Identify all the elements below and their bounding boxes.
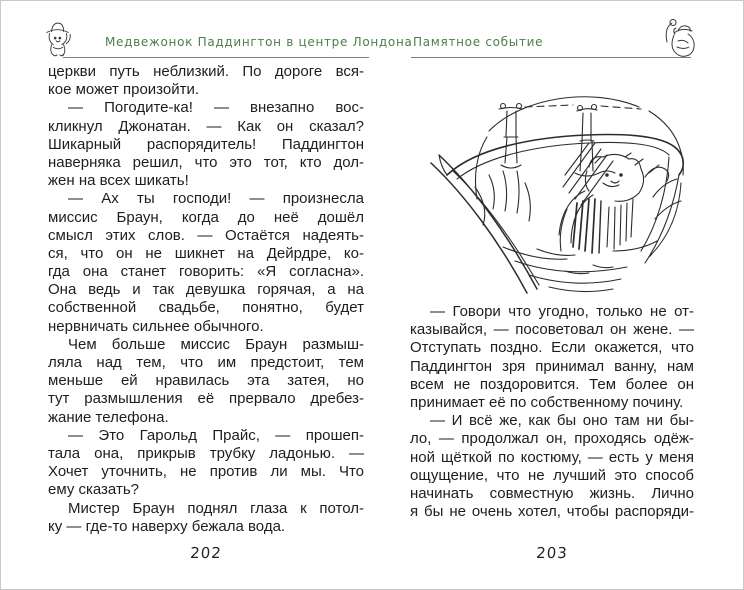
text-line: — И всё же, как бы оно там ни бы- [430, 412, 694, 430]
text-line: ощущение, что не лучший это способ [410, 466, 694, 484]
text-line: Мистер Браун поднял глаза к потол- [68, 499, 364, 517]
paddington-bear-standing-icon [44, 20, 72, 58]
left-running-header: Медвежонок Паддингтон в центре Лондона [105, 35, 413, 49]
text-line: ной щёткой по костюму, — есть у меня [410, 448, 694, 466]
text-line: Хочет уточнить, не против ли мы. Что [48, 463, 364, 481]
text-line: меньше ей нравилась эта затея, но [48, 372, 364, 390]
text-line: Шикарный распорядитель! Паддингтон [48, 135, 364, 153]
text-line: собственной свадьбе, понятно, будет [48, 299, 364, 317]
text-line: кликнул Джонатан. — Как он сказал? [48, 117, 364, 135]
text-line: принимает её по собственному почину. [410, 393, 684, 411]
text-line: жание телефона. [48, 408, 169, 426]
text-line: казывайся, — посоветовал он жене. — [410, 321, 694, 339]
text-line: ло, — продолжал он, проходясь одёж- [410, 430, 694, 448]
text-line: Чем больше миссис Браун размыш- [68, 335, 364, 353]
text-line: Паддингтон зря принимал ванну, нам [410, 357, 694, 375]
right-running-header: Памятное событие [413, 35, 544, 49]
text-line: наверняка решил, что это тот, кто дол- [48, 153, 364, 171]
text-line: — Ах ты господи! — произнесла [68, 190, 364, 208]
text-line: смысл этих слов. — Остаётся надеять- [48, 226, 364, 244]
text-line: церкви путь неблизкий. По дороге вся- [48, 63, 364, 80]
text-line: Отступать поздно. Если окажется, что [410, 339, 694, 357]
paddington-in-bathtub-illustration [417, 79, 717, 301]
left-page-number: 202 [189, 544, 223, 562]
text-line: ку — где-то наверху бежала вода. [48, 517, 286, 535]
text-line: — Это Гарольд Прайс, — прошеп- [68, 426, 364, 444]
text-line: начинать совместную жизнь. Лично [410, 484, 694, 502]
text-line: нервничать сильнее обычного. [48, 317, 264, 335]
right-page-text [410, 303, 694, 521]
text-line: тут размышления её прервало дребез- [48, 390, 364, 408]
paddington-bear-waving-icon [659, 18, 701, 58]
text-line: всем не поздоровится. Тем более он [410, 375, 694, 393]
text-line: кое может произойти. [48, 81, 200, 99]
text-line: — Говори что угодно, только не от- [430, 303, 694, 320]
text-line: гда она станет говорить: «Я согласна». [48, 263, 364, 281]
left-header-rule [63, 57, 369, 58]
left-page-text [48, 63, 364, 536]
text-line: Она ведь и так девушка горячая, а на [48, 281, 364, 299]
text-line: ляла над тем, что им предстоит, тем [48, 354, 364, 371]
text-line: миссис Браун, когда до неё дошёл [48, 208, 364, 226]
text-line: тала она, прикрыв трубку ладонью. — [48, 444, 364, 462]
text-line: — Погодите-ка! — внезапно вос- [68, 99, 364, 117]
text-line: ся, что он не шикнет на Дейрдре, ко- [48, 244, 364, 262]
text-line: ему сказать? [48, 481, 139, 499]
text-line: жен на всех шикать! [48, 172, 189, 190]
right-header-rule [411, 57, 691, 58]
right-page-number: 203 [535, 544, 569, 562]
text-line: я бы не очень хотел, чтобы распоряди- [410, 503, 694, 521]
